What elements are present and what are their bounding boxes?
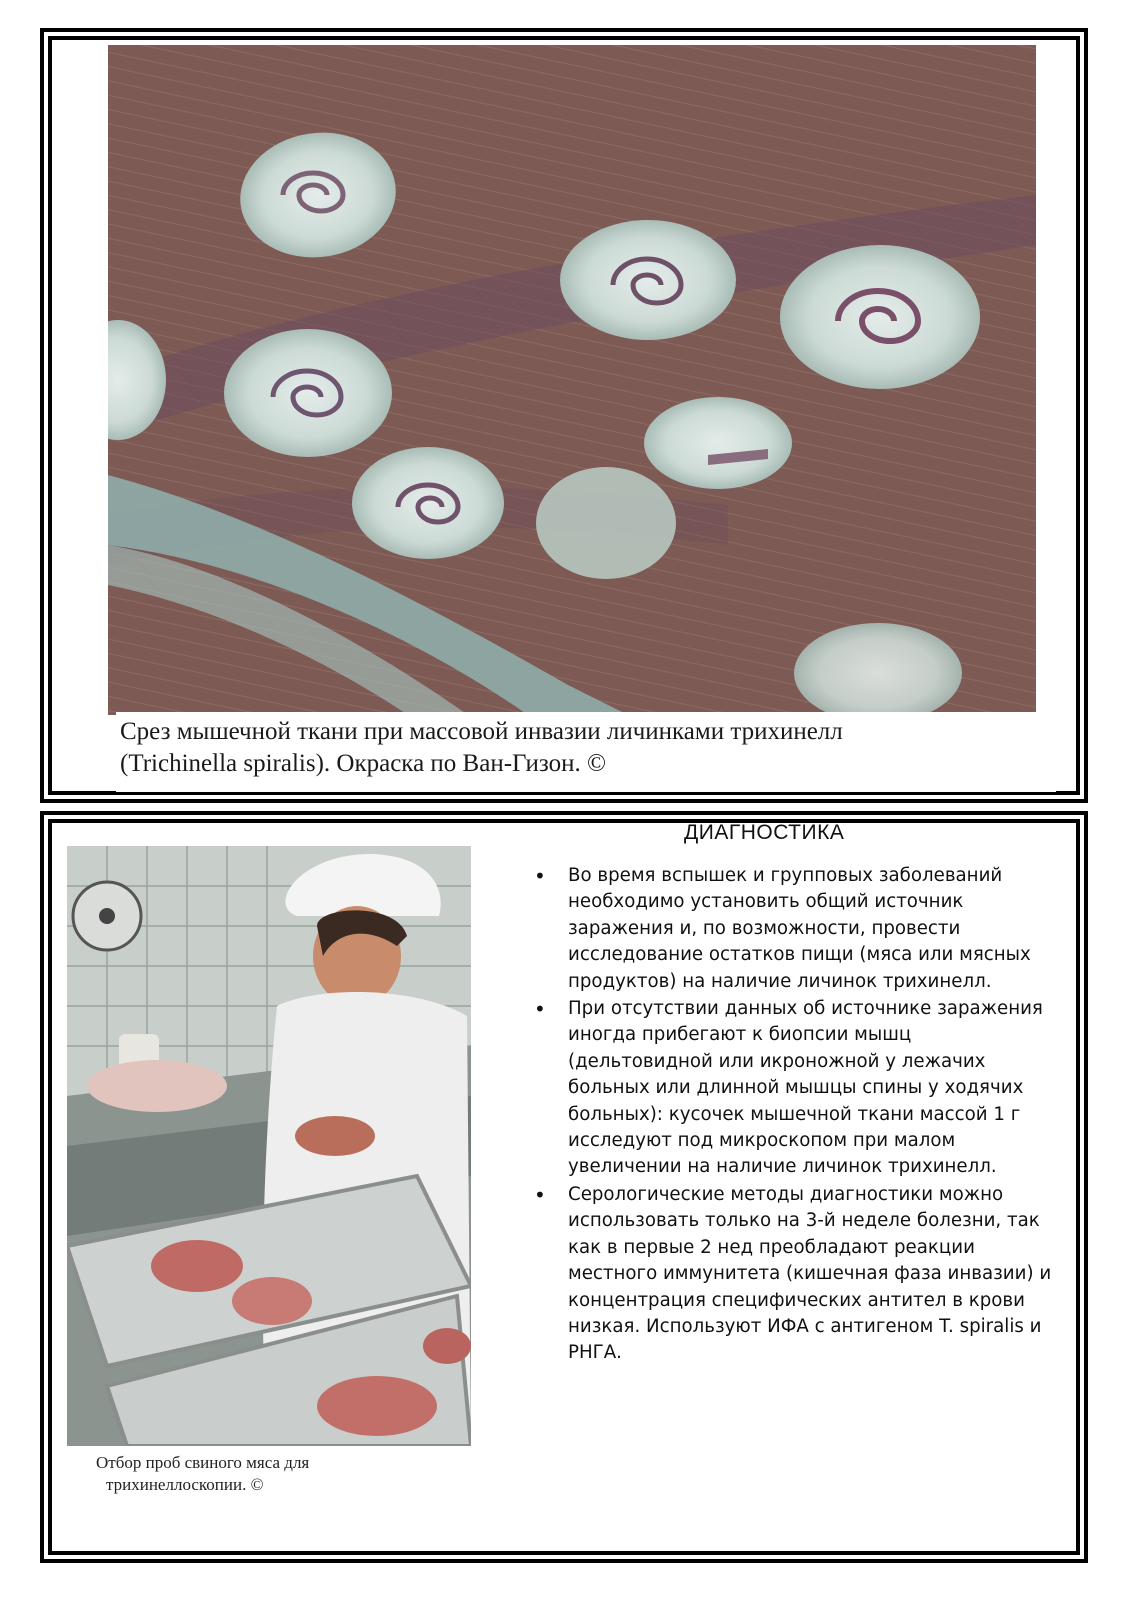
micrograph-caption (116, 712, 1056, 792)
caption-line: Срез мышечной ткани при массовой инвазии личинками трихинелл (120, 718, 843, 745)
slide-micrograph (40, 28, 1088, 803)
lab-photo (67, 846, 471, 1446)
slide-diagnostics (40, 811, 1088, 1563)
photo-caption (96, 1452, 416, 1496)
diagnostics-list (532, 863, 1052, 1368)
bullet-item: • Во время вспышек и групповых заболеваний необходимо установить общий источник заражения и, по возможности, провести исследование остатков пищи (мяса или мясных продуктов) на наличие личинок трихинелл. (532, 863, 1052, 995)
micrograph-image (108, 45, 1036, 715)
caption-line: Отбор проб свиного мяса для (96, 1453, 310, 1472)
caption-line: трихинеллоскопии. © (106, 1475, 264, 1494)
bullet-item: • Серологические методы диагностики можно использовать только на 3-й неделе болезни, так как в первые 2 нед преобладают реакции местного иммунитета (кишечная фаза инвазии) и концентрация специфических антител в крови низкая. Используют ИФА с антигеном T. spiralis и РНГА. (532, 1182, 1052, 1367)
caption-line: (Trichinella spiralis). Окраска по Ван-Гизон. © (120, 750, 606, 777)
section-title: ДИАГНОСТИКА (684, 821, 845, 844)
bullet-item: • При отсутствии данных об источнике заражения иногда прибегают к биопсии мышц (дельтовидной или икроножной у лежачих больных или длинной мышцы спины у ходячих больных): кусочек мышечной ткани массой 1 г исследуют под микроскопом при малом увеличении на наличие личинок трихинелл. (532, 996, 1052, 1181)
